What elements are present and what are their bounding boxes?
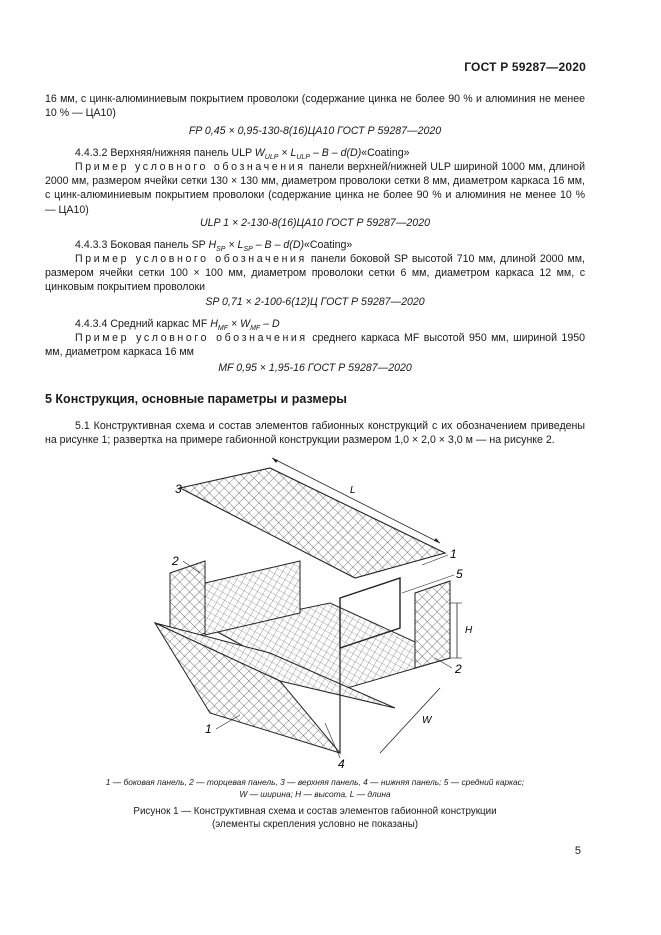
example-text: среднего каркаса MF высотой 950 мм, шириной 1950 мм, диаметром каркаса 16 мм [45,332,585,359]
example-text: панели боковой SP высотой 710 мм, длиной 2000 мм, размером ячейки сетки 100 × 100 мм, диаметром проволоки сетки 6 мм, диаметром каркаса 12 мм, с цинковым покрытием проволоки [45,253,585,294]
arrowhead [434,538,440,543]
dimension-label-l: L [350,485,356,496]
example-lead: Пример условного обозначения [75,332,308,344]
clause-title: 4.4.3.3 Боковая панель SP [75,239,209,251]
figure-caption-line-2: (элементы скрепления условно не показаны) [211,819,419,830]
clause-formula: $H_{SP} \times L_{SP} - B - d(D)$ [208,239,305,254]
designation-example-ulp: ULP 1 × 2-130-8(16)ЦА10 ГОСТ Р 59287—2020 [200,217,430,229]
dimension-label-w: W [422,715,432,726]
example-paragraph-ulp [45,160,585,217]
dimension-label-h: H [465,625,473,636]
clause-formula: $W_{ULP} \times L_{ULP} - B - d(D)$ [254,147,362,162]
clause-title: 4.4.3.4 Средний каркас MF [75,318,211,330]
clause-4-4-3-3: 4.4.3.3 Боковая панель SP $H_{SP} \times L_{SP} - B$ – d(D)«Coating» [75,239,353,254]
page-number: 5 [574,845,581,857]
callout-4: 4 [338,757,345,771]
section-title: 5 Конструкция, основные параметры и размеры [45,392,347,406]
top-panel [180,468,445,578]
callout-5: 5 [456,567,463,581]
gabion-construction-diagram [150,453,490,773]
clause-title: 4.4.3.2 Верхняя/нижняя панель ULP [75,147,255,159]
paragraph-5-1: 5.1 Конструктивная схема и состав элементов габионных конструкций с их обозначением приведены на рисунке 1; развертка на примере габионной конструкции размером 1,0 × 2,0 × 3,0 м — на рисунке 2. [45,420,585,447]
designation-example-sp: SP 0,71 × 2-100-6(12)Ц ГОСТ Р 59287—2020 [205,296,425,308]
example-lead: Пример условного обозначения [75,253,307,265]
clause-formula: $H_{MF} \times W_{MF} - D$ [210,318,280,333]
example-text: панели верхней/нижней ULP шириной 1000 мм, длиной 2000 мм, размером ячейки сетки 130 × 130 мм, диаметром проволоки сетки 8 мм, диаметром каркаса 16 мм, с цинк-алюминиевым покрытием проволоки (содержание цинка не более 90 % и алюминия не менее 10 % — ЦА10) [45,161,585,216]
designation-example-mf: MF 0,95 × 1,95-16 ГОСТ Р 59287—2020 [218,362,412,374]
document-header: ГОСТ Р 59287—2020 [464,60,586,74]
callout-2-right: 2 [455,662,462,676]
designation-example-fp: FP 0,45 × 0,95-130-8(16)ЦА10 ГОСТ Р 59287—2020 [188,125,442,137]
figure-legend-line-1: 1 — боковая панель, 2 — торцевая панель, 3 — верхняя панель, 4 — нижняя панель; 5 — средний каркас; [105,777,525,787]
example-paragraph-mf [45,331,585,359]
arrowhead [272,458,278,463]
figure-legend-line-2: W — ширина; H — высота, L — длина [239,789,391,799]
clause-4-4-3-2: 4.4.3.2 Верхняя/нижняя панель ULP $W_{ULP} \times L_{ULP} - B$ – d(D)«Coating» [75,147,410,162]
paragraph-continuation: 16 мм, с цинк-алюминиевым покрытием проволоки (содержание цинка не более 90 % и алюминия не менее 10 % — ЦА10) [45,93,585,120]
end-panel-right [415,581,450,668]
callout-3: 3 [175,482,182,496]
callout-1-right: 1 [450,547,457,561]
example-paragraph-sp [45,252,585,295]
callout-2-left: 2 [172,554,179,568]
example-lead: Пример условного обозначения [75,161,306,173]
figure-caption-line-1: Рисунок 1 — Конструктивная схема и состав элементов габионной конструкции [133,806,497,817]
callout-1-left: 1 [205,722,212,736]
